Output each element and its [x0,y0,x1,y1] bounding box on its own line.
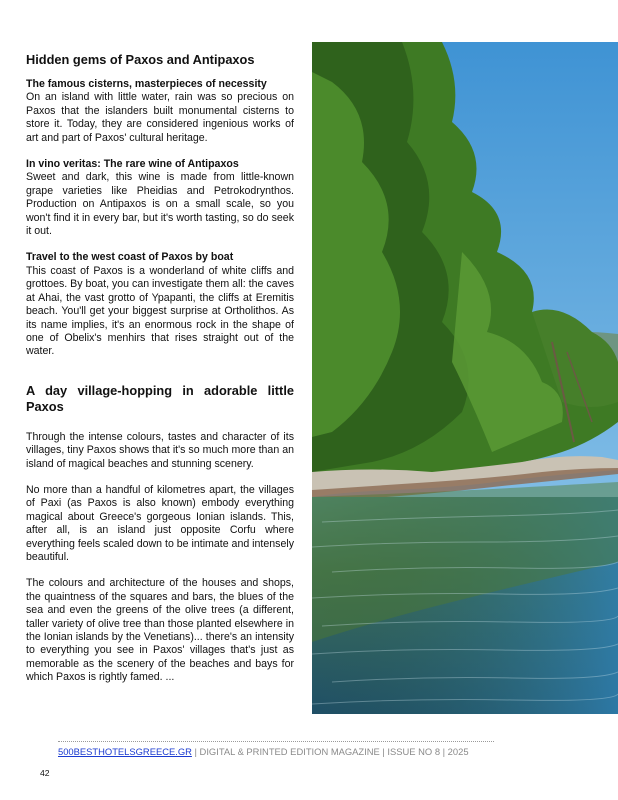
feature-paragraph: No more than a handful of kilometres apart, the villages of Paxi (as Paxos is also known) embody everything magical about Greece's gorgeous Ionian islands. This, after all, is an island just opposite Corfu where everything feels scaled down to be intimate and intensely beautiful. [26,483,294,563]
feature-paragraph: Through the intense colours, tastes and character of its villages, tiny Paxos shows that it's so much more than an island of magical beaches and stunning scenery. [26,430,294,470]
section-heading-cisterns: The famous cisterns, masterpieces of necessity [26,78,267,90]
section-body-west-coast: This coast of Paxos is a wonderland of white cliffs and grottoes. By boat, you can investigate them all: the caves at Ahai, the vast grotto of Ypapanti, the cliffs at Eremitis beach. You'll get your biggest surprise at Ortholithos. As its name implies, it's an enormous rock in the shape of one of Obelix's menhirs that rises straight out of the water. [26,264,294,358]
section-heading-west-coast: Travel to the west coast of Paxos by boat [26,251,234,264]
article-title: Hidden gems of Paxos and Antipaxos [26,52,255,67]
feature-title: A day village-hopping in adorable little Paxos [26,382,294,414]
section-heading-wine: In vino veritas: The rare wine of Antipaxos [26,158,239,171]
footer [58,746,469,757]
footer-edition-text: | DIGITAL & PRINTED EDITION MAGAZINE | ISSUE NO 8 | 2025 [191,746,469,757]
coastline-photo [312,42,618,714]
section-body-cisterns: On an island with little water, rain was so precious on Paxos that the islanders built monumental cisterns to store it. Today, they are considered ingenious works of art and part of Paxos' cultural heritage. [26,91,294,144]
footer-divider [58,741,494,742]
article-column [26,52,294,685]
footer-site-link[interactable]: 500BESTHOTELSGREECE.GR [58,746,192,757]
page-number: 42 [40,768,50,778]
section-body-wine: Sweet and dark, this wine is made from little-known grape varieties like Pheidias and Petrokodrynthos. Production on Antipaxos is on a small scale, so you won't find it in every bar, but it's worth tasting, so do seek it out. [26,171,294,238]
feature-paragraph: The colours and architecture of the houses and shops, the quaintness of the squares and bars, the blues of the sea and even the greens of the olive trees (a different, taller variety of olive tree than those planted elsewhere in the Ionian islands by the Venetians)... there's an intensity to everything you see in Paxos' villages that's just as memorable as the scenery of the beaches and bays for which Paxos is rightly famed. ... [26,577,294,684]
